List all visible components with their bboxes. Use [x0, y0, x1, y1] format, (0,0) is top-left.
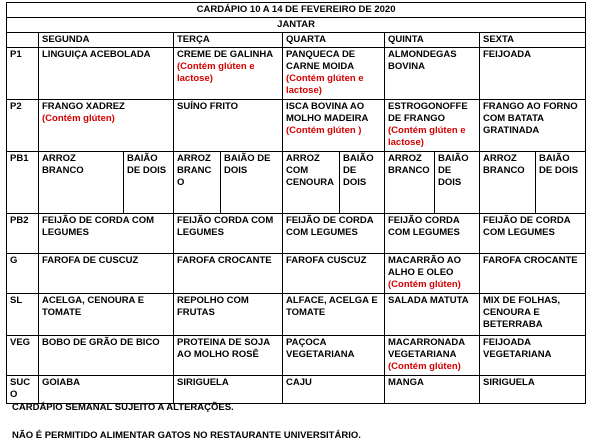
dish-text: PAÇOCA VEGETARIANA: [286, 337, 355, 360]
menu-cell: ARROZ BRANCO: [480, 152, 536, 214]
menu-cell: [385, 254, 480, 294]
menu-cell: ARROZ BRANCO: [174, 152, 221, 214]
dish-text: FEIJOADA: [483, 49, 532, 60]
table-row-p2: [7, 100, 586, 152]
row-label: SUC O: [7, 376, 39, 404]
day-header-monday: SEGUNDA: [39, 33, 174, 48]
row-label: P2: [7, 100, 39, 152]
menu-cell: BAIÃO DE DOIS: [435, 152, 480, 214]
row-label: PB1: [7, 152, 39, 214]
table-row-veg: [7, 336, 586, 376]
table-row-sl: [7, 294, 586, 336]
allergen-note: (Contém glúten): [388, 279, 461, 290]
table-row-g: [7, 254, 586, 294]
dish-text: FRANGO AO FORNO COM BATATA GRATINADA: [483, 101, 578, 136]
dish-text: CREME DE GALINHA: [177, 49, 274, 60]
menu-cell: GOIABA: [39, 376, 174, 404]
menu-cell: [39, 100, 174, 152]
row-label: SL: [7, 294, 39, 336]
table-row-p1: [7, 48, 586, 100]
dish-text: ESTROGONOFFE DE FRANGO: [388, 101, 468, 124]
menu-cell: [39, 48, 174, 100]
dish-text: SUÍNO FRITO: [177, 101, 239, 112]
allergen-note: (Contém glúten ): [286, 125, 362, 136]
menu-cell: [480, 336, 586, 376]
menu-table: [6, 2, 586, 404]
table-row-suco: [7, 376, 586, 404]
menu-cell: CAJU: [283, 376, 385, 404]
menu-cell: [39, 254, 174, 294]
menu-cell: FEIJÃO DE CORDA COM LEGUMES: [283, 214, 385, 254]
dish-text: PROTEINA DE SOJA AO MOLHO ROSÊ: [177, 337, 270, 360]
day-header-wednesday: QUARTA: [283, 33, 385, 48]
table-row-pb1: [7, 152, 586, 214]
menu-cell: SIRIGUELA: [480, 376, 586, 404]
menu-cell: ALFACE, ACELGA E TOMATE: [283, 294, 385, 336]
menu-cell: [39, 336, 174, 376]
dish-text: ISCA BOVINA AO MOLHO MADEIRA: [286, 101, 369, 124]
menu-cell: ARROZ BRANCO: [385, 152, 435, 214]
dish-text: LINGUIÇA ACEBOLADA: [42, 49, 151, 60]
menu-cell: ARROZ COM CENOURA: [283, 152, 340, 214]
dish-text: MACARRONADA VEGETARIANA: [388, 337, 465, 360]
dish-text: PANQUECA DE CARNE MOIDA: [286, 49, 356, 72]
meal-title: JANTAR: [7, 18, 586, 33]
menu-cell: [283, 48, 385, 100]
dish-text: FRANGO XADREZ: [42, 101, 125, 112]
menu-cell: [385, 336, 480, 376]
menu-cell: BAIÃO DE DOIS: [340, 152, 385, 214]
menu-cell: BAIÃO DE DOIS: [221, 152, 283, 214]
menu-cell: REPOLHO COM FRUTAS: [174, 294, 283, 336]
allergen-note: (Contém glúten e lactose): [286, 73, 364, 96]
menu-cell: ACELGA, CENOURA E TOMATE: [39, 294, 174, 336]
day-header-friday: SEXTA: [480, 33, 586, 48]
dish-text: FAROFA CROCANTE: [483, 255, 578, 266]
allergen-note: (Contém glúten e lactose): [177, 61, 255, 84]
corner-cell: [7, 33, 39, 48]
menu-cell: [480, 48, 586, 100]
day-header-tuesday: TERÇA: [174, 33, 283, 48]
menu-cell: [174, 254, 283, 294]
menu-cell: [174, 100, 283, 152]
menu-cell: SALADA MATUTA: [385, 294, 480, 336]
menu-cell: ARROZ BRANCO: [39, 152, 124, 214]
dish-text: FEIJOADA VEGETARIANA: [483, 337, 552, 360]
row-label: G: [7, 254, 39, 294]
row-label: PB2: [7, 214, 39, 254]
menu-cell: FEIJÃO DE CORDA COM LEGUMES: [39, 214, 174, 254]
menu-cell: [385, 100, 480, 152]
dish-text: BOBO DE GRÃO DE BICO: [42, 337, 160, 348]
menu-cell: [480, 100, 586, 152]
menu-cell: BAIÃO DE DOIS: [536, 152, 586, 214]
menu-cell: [283, 336, 385, 376]
menu-cell: SIRIGUELA: [174, 376, 283, 404]
menu-cell: MIX DE FOLHAS, CENOURA E BETERRABA: [480, 294, 586, 336]
footer-note-cats: NÃO É PERMITIDO ALIMENTAR GATOS NO RESTAURANTE UNIVERSITÁRIO.: [12, 430, 361, 441]
dish-text: MACARRÃO AO ALHO E OLEO: [388, 255, 462, 278]
row-label: VEG: [7, 336, 39, 376]
dish-text: ALMONDEGAS BOVINA: [388, 49, 457, 72]
menu-cell: FEIJÃO DE CORDA COM LEGUMES: [480, 214, 586, 254]
day-header-thursday: QUINTA: [385, 33, 480, 48]
row-label: P1: [7, 48, 39, 100]
menu-cell: [174, 48, 283, 100]
dish-text: FAROFA CUSCUZ: [286, 255, 367, 266]
table-row-pb2: [7, 214, 586, 254]
allergen-note: (Contém glúten): [388, 361, 461, 372]
allergen-note: (Contém glúten): [42, 113, 115, 124]
menu-cell: [283, 100, 385, 152]
menu-cell: MANGA: [385, 376, 480, 404]
menu-cell: [174, 336, 283, 376]
menu-cell: BAIÃO DE DOIS: [124, 152, 174, 214]
menu-cell: [385, 48, 480, 100]
menu-cell: [283, 254, 385, 294]
menu-cell: FEIJÃO CORDA COM LEGUMES: [385, 214, 480, 254]
dish-text: FAROFA CROCANTE: [177, 255, 272, 266]
menu-cell: [480, 254, 586, 294]
menu-cell: FEIJÃO CORDA COM LEGUMES: [174, 214, 283, 254]
footer-note-changes: CARDÁPIO SEMANAL SUJEITO A ALTERAÇÕES.: [12, 402, 234, 413]
allergen-note: (Contém glúten e lactose): [388, 125, 466, 148]
menu-title: CARDÁPIO 10 A 14 DE FEVEREIRO DE 2020: [7, 3, 586, 18]
dish-text: FAROFA DE CUSCUZ: [42, 255, 139, 266]
